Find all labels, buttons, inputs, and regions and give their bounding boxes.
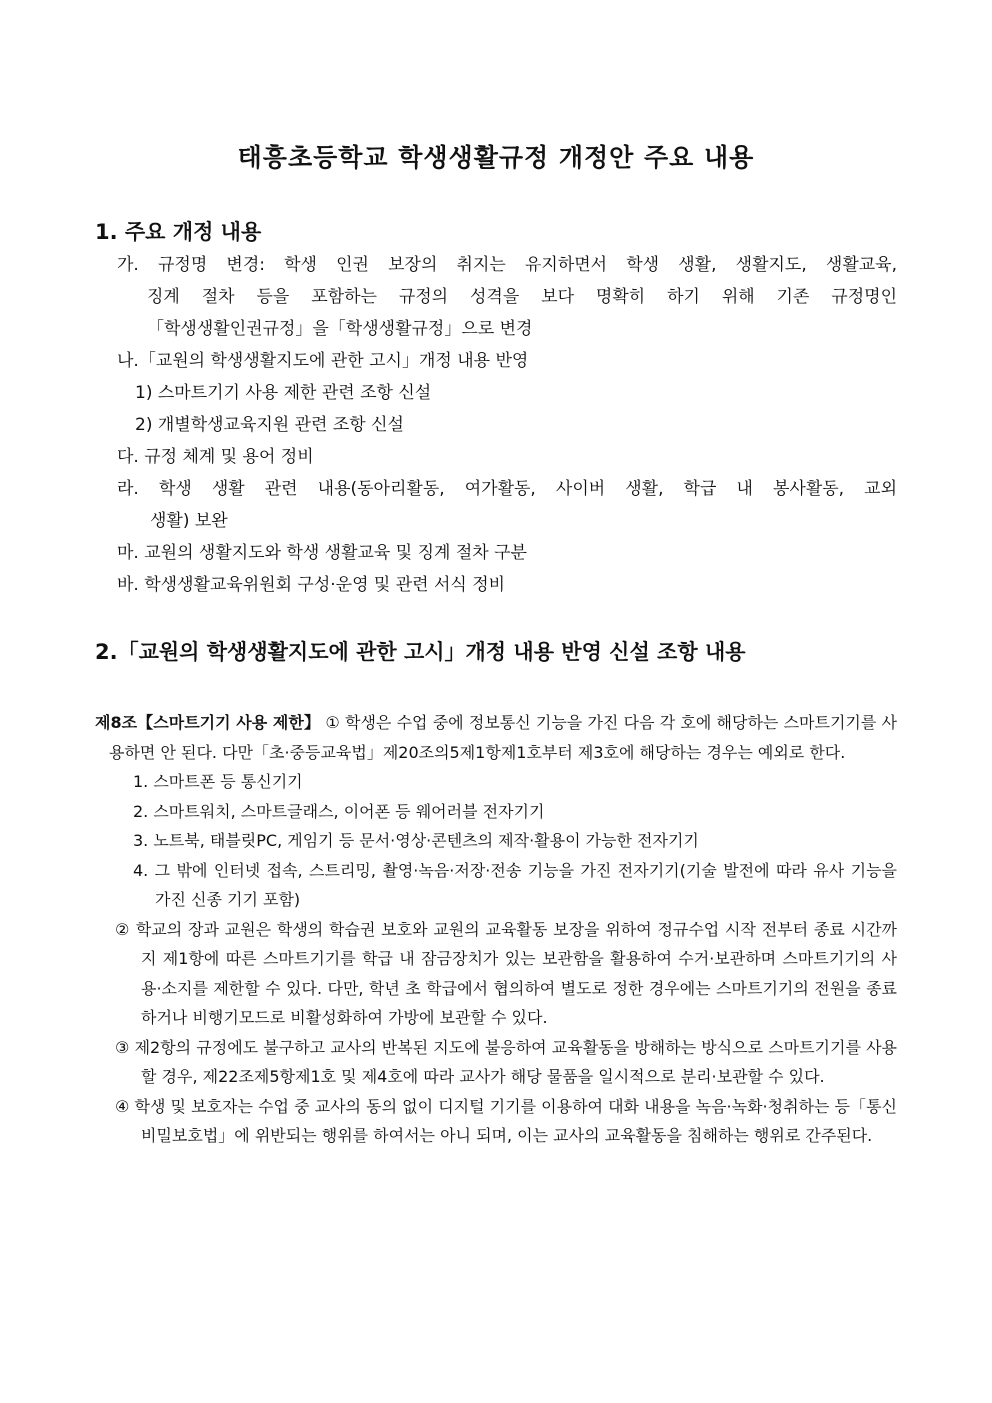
item-na-1: 1) 스마트기기 사용 제한 관련 조항 신설: [135, 383, 432, 403]
article-item: 2. 스마트워치, 스마트글래스, 이어폰 등 웨어러블 전자기기: [133, 801, 545, 821]
item-ga-line1: 가. 규정명 변경: 학생 인권 보장의 취지는 유지하면서 학생 생활, 생활지도, 생활교육,: [117, 255, 897, 275]
article-paragraph-3: ③ 제2항의 규정에도 불구하고 교사의 반복된 지도에 불응하여 교육활동을 방해하는 방식으로 스마트기기를 사용할 경우, 제22조제5항제1호 및 제4호에 따라 교사가 해당 물품을 일시적으로 분리·보관할 수 있다.: [115, 1037, 897, 1086]
section1-heading: 1. 주요 개정 내용: [95, 220, 262, 244]
item-da: 다. 규정 체계 및 용어 정비: [117, 447, 314, 467]
item-na-2: 2) 개별학생교육지원 관련 조항 신설: [135, 415, 404, 435]
article-paragraph-4: ④ 학생 및 보호자는 수업 중 교사의 동의 없이 디지털 기기를 이용하여 대화 내용을 녹음·녹화·청취하는 등「통신비밀보호법」에 위반되는 행위를 하여서는 아니 되며, 이는 교사의 교육활동을 침해하는 행위로 간주된다.: [115, 1096, 897, 1145]
item-ba: 바. 학생생활교육위원회 구성·운영 및 관련 서식 정비: [117, 575, 506, 595]
item-ga-line2: 징계 절차 등을 포함하는 규정의 성격을 보다 명확히 하기 위해 기존 규정명인: [147, 287, 897, 307]
article-8: [95, 708, 897, 1151]
article-item: 1. 스마트폰 등 통신기기: [133, 772, 303, 791]
item-na: 나.「교원의 학생생활지도에 관한 고시」개정 내용 반영: [117, 351, 529, 371]
section2-heading: 2.「교원의 학생생활지도에 관한 고시」개정 내용 반영 신설 조항 내용: [95, 640, 746, 664]
article-item-list: [95, 767, 897, 915]
article-paragraph-2: ② 학교의 장과 교원은 학생의 학습권 보호와 교원의 교육활동 보장을 위하여 정규수업 시작 전부터 종료 시간까지 제1항에 따른 스마트기기를 학급 내 잠금장치가 있는 보관함을 활용하여 수거·보관하며 스마트기기의 사용·소지를 제한할 수 있다. 다만, 학년 초 학급에서 협의하여 별도로 정한 경우에는 스마트기기의 전원을 종료하거나 비행기모드로 비활성화하여 가방에 보관할 수 있다.: [115, 919, 897, 1027]
article-item: 3. 노트북, 태블릿PC, 게임기 등 문서·영상·콘텐츠의 제작·활용이 가능한 전자기기: [133, 831, 699, 850]
item-ra-line2: 생활) 보완: [150, 511, 228, 531]
article-paragraph-1: [95, 708, 897, 767]
article-item: 4. 그 밖에 인터넷 접속, 스트리밍, 촬영·녹음·저장·전송 기능을 가진 전자기기(기술 발전에 따라 유사 기능을 가진 신종 기기 포함): [133, 860, 897, 909]
item-ga-line3: 「학생생활인권규정」을「학생생활규정」으로 변경: [147, 319, 533, 339]
item-ma: 마. 교원의 생활지도와 학생 생활교육 및 징계 절차 구분: [117, 543, 527, 563]
article-label: 제8조【스마트기기 사용 제한】: [95, 713, 321, 732]
section1-list: [117, 249, 897, 601]
article-p1-text: ① 학생은 수업 중에 정보통신 기능을 가진 다음 각 호에 해당하는 스마트기기를 사용하면 안 된다. 다만「초·중등교육법」제20조의5제1항제1호부터 제3호에 해당하는 경우는 예외로 한다.: [109, 713, 897, 762]
document-title: 태흥초등학교 학생생활규정 개정안 주요 내용: [237, 143, 755, 172]
item-ra-line1: 라. 학생 생활 관련 내용(동아리활동, 여가활동, 사이버 생활, 학급 내 봉사활동, 교외: [117, 479, 897, 499]
